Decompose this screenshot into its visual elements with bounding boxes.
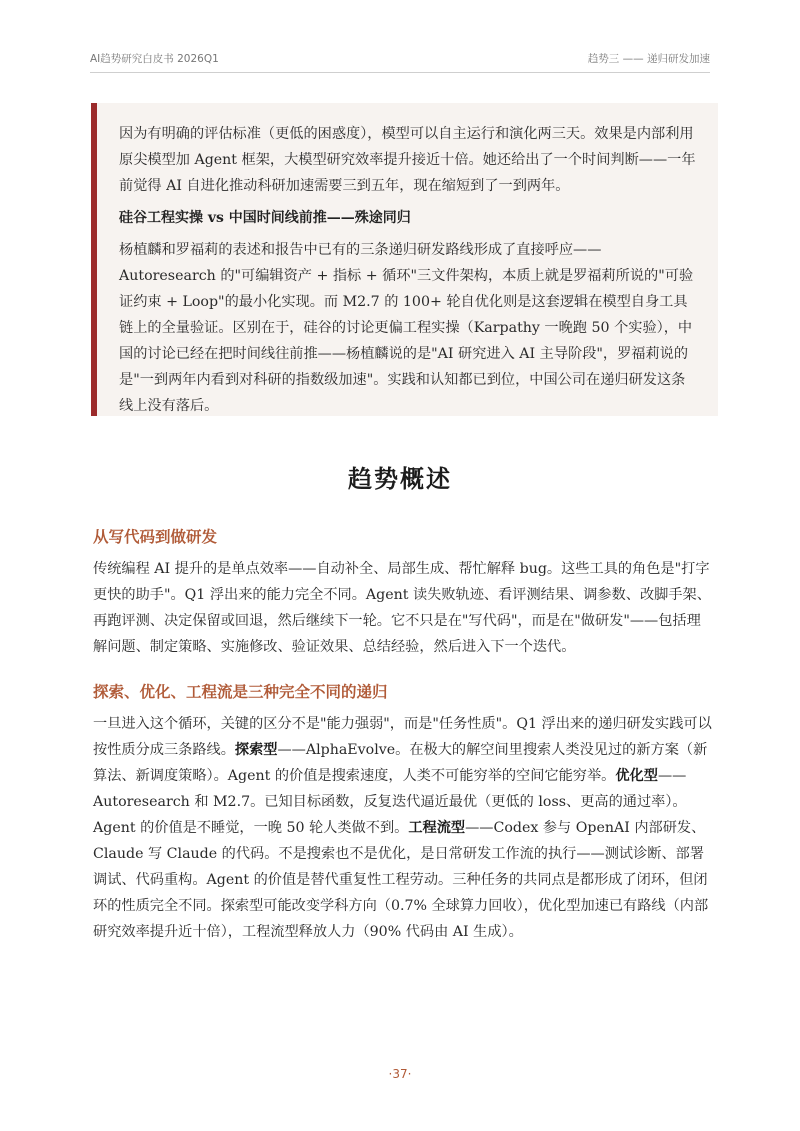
callout-subheading: 硅谷工程实操 vs 中国时间线前推——殊途同归	[119, 210, 411, 226]
term-optimization: 优化型	[615, 768, 658, 784]
subsection-body-1: 传统编程 AI 提升的是单点效率——自动补全、局部生成、帮忙解释 bug。这些工具的角色是"打字更快的助手"。Q1 浮出来的能力完全不同。Agent 读失败轨迹、看评测结果、调参数、改脚手架、再跑评测、决定保留或回退，然后继续下一轮。它不只是在"写代码"，而是在"做研发"——包括理解问题、制定策略、实施修改、验证效果、总结经验，然后进入下一个迭代。	[93, 561, 711, 655]
callout-box	[91, 103, 718, 416]
body-text: ——Codex 参与 OpenAI 内部研发、Claude 写 Claude 的代码。不是搜索也不是优化，是日常研发工作流的执行——测试诊断、部署调试、代码重构。Agent 的价值是替代重复性工程劳动。三种任务的共同点是都形成了闭环，但闭环的性质完全不同。探索型可能改变学科方向（0.7% 全球算力回收），优化型加速已有路线（内部研究效率提升近十倍），工程流型释放人力（90% 代码由 AI 生成）。	[93, 820, 709, 940]
running-header	[90, 44, 710, 73]
body-text: ——Autoresearch 和 M2.7。已知目标函数，反复迭代逼近最优（更低的 loss、更高的通过率）。Agent 的价值是不睡觉，一晚 50 轮人类做不到。	[93, 768, 687, 836]
header-title: AI趋势研究白皮书 2026Q1	[90, 52, 219, 65]
subsection-heading-2: 探索、优化、工程流是三种完全不同的递归	[93, 683, 388, 701]
body-text: ——AlphaEvolve。在极大的解空间里搜索人类没见过的新方案（新算法、新调度策略）。Agent 的价值是搜索速度，人类不可能穷举的空间它能穷举。	[93, 742, 708, 784]
subsection-heading-1: 从写代码到做研发	[93, 528, 218, 546]
section-title: 趋势概述	[348, 464, 452, 493]
term-engineering-flow: 工程流型	[408, 820, 466, 836]
body-text: 一旦进入这个循环，关键的区分不是"能力强弱"，而是"任务性质"。Q1 浮出来的递归研发实践可以按性质分成三条路线。	[93, 716, 712, 758]
page-number: ·37·	[388, 1067, 412, 1081]
header-chapter: 趋势三 —— 递归研发加速	[587, 52, 710, 65]
callout-paragraph-1: 因为有明确的评估标准（更低的困惑度），模型可以自主运行和演化两三天。效果是内部利用原尖模型加 Agent 框架，大模型研究效率提升接近十倍。她还给出了一个时间判断——一年前觉得 AI 自进化推动科研加速需要三到五年，现在缩短到了一到两年。	[119, 126, 696, 194]
term-exploration: 探索型	[234, 742, 278, 758]
subsection-body-2	[93, 711, 713, 945]
callout-paragraph-2: 杨植麟和罗福莉的表述和报告中已有的三条递归研发路线形成了直接呼应——Autoresearch 的"可编辑资产 + 指标 + 循环"三文件架构，本质上就是罗福莉所说的"可验证约束 + Loop"的最小化实现。而 M2.7 的 100+ 轮自优化则是这套逻辑在模型自身工具链上的全量验证。区别在于，硅谷的讨论更偏工程实操（Karpathy 一晚跑 50 个实验），中国的讨论已经在把时间线往前推——杨植麟说的是"AI 研究进入 AI 主导阶段"，罗福莉说的是"一到两年内看到对科研的指数级加速"。实践和认知都已到位，中国公司在递归研发这条线上没有落后。	[119, 242, 694, 414]
